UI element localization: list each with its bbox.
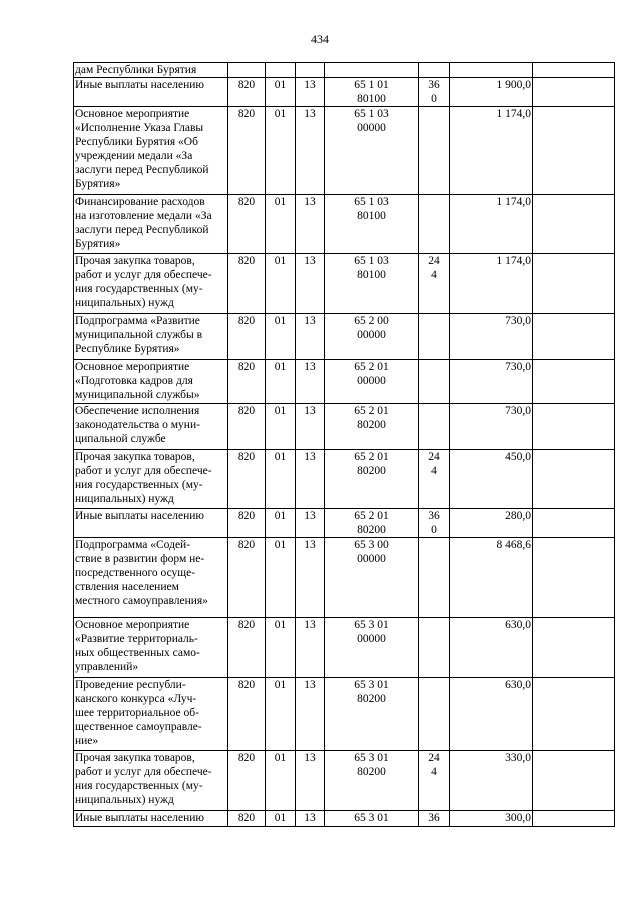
ministry-code-cell (228, 811, 266, 827)
amount-text: 8 468,6 (496, 539, 531, 551)
section-code-text: 01 (274, 752, 287, 764)
section-code-text: 01 (274, 108, 287, 120)
amount-cell (450, 450, 533, 509)
amount-text: 450,0 (505, 451, 531, 463)
ministry-code-text: 820 (237, 108, 256, 120)
subsection-code-text: 13 (304, 752, 316, 764)
amount-cell (450, 195, 533, 254)
target-article-code-text: 00000 (357, 122, 386, 134)
table-row (74, 195, 615, 254)
expense-type-code-text: 4 (431, 766, 437, 778)
table-row (74, 254, 615, 314)
subsection-code-cell (296, 811, 325, 827)
expense-type-code-text: 0 (431, 524, 437, 536)
section-code-text: 01 (274, 812, 287, 824)
section-code-text: 01 (274, 315, 287, 327)
line-item-name-cell (74, 360, 228, 404)
section-code-text: 01 (274, 539, 287, 551)
section-code-cell (266, 509, 296, 538)
line-item-name-text: заслуги перед Республикой (75, 224, 209, 236)
amount-cell (450, 360, 533, 404)
table-row (74, 404, 615, 450)
amount-cell (450, 404, 533, 450)
amount-cell (450, 751, 533, 811)
empty-column-cell (533, 450, 615, 509)
amount-cell (450, 78, 533, 107)
page-number: 434 (311, 32, 329, 46)
line-item-name-text: канского конкурса «Луч- (75, 693, 197, 705)
amount-text: 730,0 (505, 405, 531, 417)
target-article-code-text: 00000 (357, 633, 386, 645)
ministry-code-cell (228, 195, 266, 254)
expense-type-code-cell (419, 751, 450, 811)
section-code-cell (266, 360, 296, 404)
section-code-text: 01 (274, 451, 287, 463)
amount-text: 1 900,0 (496, 79, 531, 91)
empty-column-cell (533, 811, 615, 827)
expense-type-code-cell (419, 509, 450, 538)
target-article-code-cell (325, 254, 419, 314)
section-code-cell (266, 751, 296, 811)
target-article-code-text: 65 3 01 (354, 812, 389, 824)
section-code-cell (266, 404, 296, 450)
subsection-code-cell (296, 78, 325, 107)
target-article-code-cell (325, 107, 419, 195)
section-code-cell (266, 78, 296, 107)
subsection-code-text: 13 (304, 619, 316, 631)
amount-text: 630,0 (505, 619, 531, 631)
table-row (74, 751, 615, 811)
table-row (74, 450, 615, 509)
amount-text: 730,0 (505, 361, 531, 373)
line-item-name-text: работ и услуг для обеспече- (75, 465, 212, 477)
ministry-code-text: 820 (237, 255, 256, 267)
line-item-name-text: «Развитие территориаль- (75, 633, 198, 645)
line-item-name-text: ниципальных) нужд (75, 794, 174, 806)
budget-table (73, 62, 615, 827)
line-item-name-cell (74, 618, 228, 678)
target-article-code-text: 65 1 03 (354, 196, 389, 208)
table-row (74, 63, 615, 78)
amount-text: 1 174,0 (496, 196, 531, 208)
line-item-name-text: работ и услуг для обеспече- (75, 269, 212, 281)
target-article-code-text: 65 2 01 (354, 405, 389, 417)
target-article-code-text: 65 2 01 (354, 361, 389, 373)
ministry-code-cell (228, 107, 266, 195)
subsection-code-cell (296, 107, 325, 195)
subsection-code-text: 13 (304, 108, 316, 120)
target-article-code-cell (325, 618, 419, 678)
line-item-name-text: ние» (75, 735, 99, 747)
expense-type-code-cell (419, 811, 450, 827)
ministry-code-cell (228, 450, 266, 509)
section-code-text: 01 (274, 510, 287, 522)
amount-cell (450, 811, 533, 827)
expense-type-code-cell (419, 678, 450, 751)
line-item-name-cell (74, 314, 228, 360)
line-item-name-cell (74, 751, 228, 811)
line-item-name-text: Подпрограмма «Развитие (75, 315, 200, 327)
target-article-code-text: 65 1 03 (354, 255, 389, 267)
table-row (74, 678, 615, 751)
line-item-name-text: дам Республики Бурятия (75, 64, 197, 76)
empty-column-cell (533, 751, 615, 811)
subsection-code-cell (296, 618, 325, 678)
line-item-name-text: ципальной службе (75, 433, 166, 445)
expense-type-code-text: 36 (428, 510, 440, 522)
subsection-code-cell (296, 404, 325, 450)
section-code-cell (266, 107, 296, 195)
empty-column-cell (533, 538, 615, 618)
section-code-text: 01 (274, 679, 287, 691)
line-item-name-text: шее территориальное об- (75, 707, 199, 719)
target-article-code-cell (325, 360, 419, 404)
ministry-code-cell (228, 538, 266, 618)
subsection-code-cell (296, 63, 325, 78)
target-article-code-cell (325, 404, 419, 450)
line-item-name-cell (74, 254, 228, 314)
subsection-code-cell (296, 678, 325, 751)
line-item-name-text: муниципальной службы в (75, 329, 203, 341)
ministry-code-cell (228, 678, 266, 751)
empty-column-cell (533, 63, 615, 78)
target-article-code-text: 65 2 00 (354, 315, 389, 327)
target-article-code-text: 00000 (357, 375, 386, 387)
amount-text: 1 174,0 (496, 255, 531, 267)
ministry-code-text: 820 (237, 79, 256, 91)
section-code-cell (266, 618, 296, 678)
amount-text: 330,0 (505, 752, 531, 764)
section-code-text: 01 (274, 361, 287, 373)
line-item-name-text: ных общественных само- (75, 647, 200, 659)
section-code-text: 01 (274, 79, 287, 91)
target-article-code-text: 80200 (357, 766, 386, 778)
line-item-name-text: работ и услуг для обеспече- (75, 766, 212, 778)
line-item-name-cell (74, 404, 228, 450)
target-article-code-text: 80200 (357, 524, 386, 536)
ministry-code-text: 820 (237, 752, 256, 764)
target-article-code-cell (325, 63, 419, 78)
expense-type-code-cell (419, 360, 450, 404)
target-article-code-cell (325, 509, 419, 538)
line-item-name-text: Основное мероприятие (75, 619, 190, 631)
expense-type-code-text: 0 (431, 93, 437, 105)
target-article-code-text: 65 3 01 (354, 752, 389, 764)
line-item-name-text: ниципальных) нужд (75, 493, 174, 505)
subsection-code-text: 13 (304, 315, 316, 327)
line-item-name-text: местного самоуправления» (75, 595, 208, 607)
line-item-name-text: управлений» (75, 661, 139, 673)
expense-type-code-text: 24 (428, 752, 440, 764)
ministry-code-text: 820 (237, 405, 256, 417)
expense-type-code-cell (419, 450, 450, 509)
amount-text: 1 174,0 (496, 108, 531, 120)
line-item-name-text: Прочая закупка товаров, (75, 451, 195, 463)
target-article-code-text: 00000 (357, 329, 386, 341)
empty-column-cell (533, 314, 615, 360)
expense-type-code-text: 24 (428, 451, 440, 463)
ministry-code-cell (228, 78, 266, 107)
subsection-code-cell (296, 360, 325, 404)
section-code-cell (266, 254, 296, 314)
amount-text: 300,0 (505, 812, 531, 824)
amount-cell (450, 314, 533, 360)
line-item-name-text: Прочая закупка товаров, (75, 752, 195, 764)
line-item-name-text: «Подготовка кадров для (75, 375, 193, 387)
expense-type-code-text: 4 (431, 269, 437, 281)
section-code-text: 01 (274, 619, 287, 631)
ministry-code-text: 820 (237, 619, 256, 631)
ministry-code-text: 820 (237, 361, 256, 373)
empty-column-cell (533, 78, 615, 107)
line-item-name-text: Подпрограмма «Содей- (75, 539, 191, 551)
ministry-code-cell (228, 360, 266, 404)
expense-type-code-cell (419, 195, 450, 254)
expense-type-code-cell (419, 538, 450, 618)
line-item-name-text: «Исполнение Указа Главы (75, 122, 204, 134)
line-item-name-cell (74, 63, 228, 78)
empty-column-cell (533, 509, 615, 538)
expense-type-code-cell (419, 404, 450, 450)
expense-type-code-text: 36 (428, 79, 440, 91)
expense-type-code-cell (419, 254, 450, 314)
section-code-cell (266, 811, 296, 827)
table-row (74, 107, 615, 195)
expense-type-code-cell (419, 78, 450, 107)
line-item-name-text: щественное самоуправле- (75, 721, 202, 733)
line-item-name-text: ния государственных (му- (75, 479, 203, 491)
line-item-name-cell (74, 538, 228, 618)
amount-cell (450, 538, 533, 618)
line-item-name-text: Иные выплаты населению (75, 812, 204, 824)
subsection-code-text: 13 (304, 539, 316, 551)
table-row (74, 78, 615, 107)
line-item-name-text: Финансирование расходов (75, 196, 205, 208)
amount-cell (450, 678, 533, 751)
expense-type-code-cell (419, 63, 450, 78)
section-code-cell (266, 538, 296, 618)
section-code-cell (266, 195, 296, 254)
line-item-name-cell (74, 509, 228, 538)
ministry-code-text: 820 (237, 539, 256, 551)
subsection-code-cell (296, 195, 325, 254)
subsection-code-cell (296, 538, 325, 618)
target-article-code-text: 65 2 01 (354, 510, 389, 522)
line-item-name-text: ствие в развитии форм не- (75, 553, 205, 565)
subsection-code-cell (296, 254, 325, 314)
section-code-text: 01 (274, 405, 287, 417)
line-item-name-text: Республики Бурятия «Об (75, 136, 198, 148)
empty-column-cell (533, 254, 615, 314)
line-item-name-cell (74, 678, 228, 751)
subsection-code-text: 13 (304, 679, 316, 691)
line-item-name-text: заслуги перед Республикой (75, 164, 209, 176)
expense-type-code-cell (419, 618, 450, 678)
empty-column-cell (533, 618, 615, 678)
subsection-code-cell (296, 751, 325, 811)
line-item-name-cell (74, 107, 228, 195)
ministry-code-cell (228, 63, 266, 78)
amount-cell (450, 509, 533, 538)
line-item-name-cell (74, 195, 228, 254)
line-item-name-text: ниципальных) нужд (75, 297, 174, 309)
ministry-code-text: 820 (237, 315, 256, 327)
subsection-code-text: 13 (304, 361, 316, 373)
ministry-code-text: 820 (237, 812, 256, 824)
table-row (74, 618, 615, 678)
subsection-code-cell (296, 509, 325, 538)
subsection-code-text: 13 (304, 79, 316, 91)
table-row (74, 538, 615, 618)
expense-type-code-cell (419, 107, 450, 195)
target-article-code-cell (325, 195, 419, 254)
expense-type-code-text: 24 (428, 255, 440, 267)
target-article-code-text: 80200 (357, 693, 386, 705)
table-row (74, 314, 615, 360)
ministry-code-cell (228, 751, 266, 811)
line-item-name-text: Бурятия» (75, 238, 121, 250)
section-code-cell (266, 63, 296, 78)
subsection-code-text: 13 (304, 255, 316, 267)
line-item-name-text: посредственного осуще- (75, 567, 196, 579)
target-article-code-text: 80200 (357, 419, 386, 431)
empty-column-cell (533, 360, 615, 404)
line-item-name-text: Иные выплаты населению (75, 510, 204, 522)
target-article-code-cell (325, 751, 419, 811)
empty-column-cell (533, 404, 615, 450)
table-row (74, 811, 615, 827)
subsection-code-text: 13 (304, 451, 316, 463)
ministry-code-cell (228, 509, 266, 538)
line-item-name-text: ния государственных (му- (75, 780, 203, 792)
amount-text: 730,0 (505, 315, 531, 327)
line-item-name-text: ния государственных (му- (75, 283, 203, 295)
ministry-code-cell (228, 314, 266, 360)
empty-column-cell (533, 107, 615, 195)
section-code-text: 01 (274, 255, 287, 267)
target-article-code-text: 80100 (357, 210, 386, 222)
target-article-code-text: 65 3 01 (354, 679, 389, 691)
section-code-cell (266, 314, 296, 360)
subsection-code-text: 13 (304, 405, 316, 417)
subsection-code-text: 13 (304, 812, 316, 824)
line-item-name-text: Иные выплаты населению (75, 79, 204, 91)
empty-column-cell (533, 678, 615, 751)
target-article-code-text: 65 3 01 (354, 619, 389, 631)
target-article-code-cell (325, 811, 419, 827)
ministry-code-cell (228, 404, 266, 450)
section-code-cell (266, 678, 296, 751)
subsection-code-cell (296, 314, 325, 360)
ministry-code-text: 820 (237, 196, 256, 208)
line-item-name-text: Обеспечение исполнения (75, 405, 200, 417)
section-code-cell (266, 450, 296, 509)
line-item-name-text: законодательства о муни- (75, 419, 200, 431)
expense-type-code-cell (419, 314, 450, 360)
line-item-name-text: Основное мероприятие (75, 361, 190, 373)
target-article-code-text: 00000 (357, 553, 386, 565)
line-item-name-text: Бурятия» (75, 178, 121, 190)
amount-cell (450, 107, 533, 195)
subsection-code-text: 13 (304, 196, 316, 208)
target-article-code-cell (325, 678, 419, 751)
expense-type-code-text: 4 (431, 465, 437, 477)
line-item-name-text: на изготовление медали «За (75, 210, 212, 222)
ministry-code-cell (228, 618, 266, 678)
line-item-name-text: Республике Бурятия» (75, 343, 180, 355)
subsection-code-cell (296, 450, 325, 509)
line-item-name-text: Прочая закупка товаров, (75, 255, 195, 267)
target-article-code-cell (325, 538, 419, 618)
line-item-name-text: учреждении медали «За (75, 150, 193, 162)
line-item-name-text: муниципальной службы» (75, 389, 200, 401)
line-item-name-cell (74, 811, 228, 827)
amount-cell (450, 618, 533, 678)
line-item-name-cell (74, 78, 228, 107)
target-article-code-text: 80100 (357, 93, 386, 105)
amount-text: 630,0 (505, 679, 531, 691)
table-row (74, 509, 615, 538)
target-article-code-cell (325, 78, 419, 107)
expense-type-code-text: 36 (428, 812, 440, 824)
subsection-code-text: 13 (304, 510, 316, 522)
amount-cell (450, 254, 533, 314)
target-article-code-text: 80100 (357, 269, 386, 281)
target-article-code-cell (325, 314, 419, 360)
target-article-code-text: 80200 (357, 465, 386, 477)
line-item-name-text: Проведение республи- (75, 679, 186, 691)
target-article-code-text: 65 1 01 (354, 79, 389, 91)
empty-column-cell (533, 195, 615, 254)
target-article-code-text: 65 1 03 (354, 108, 389, 120)
ministry-code-text: 820 (237, 510, 256, 522)
target-article-code-text: 65 2 01 (354, 451, 389, 463)
line-item-name-text: ствления населением (75, 581, 179, 593)
amount-cell (450, 63, 533, 78)
target-article-code-cell (325, 450, 419, 509)
ministry-code-text: 820 (237, 679, 256, 691)
line-item-name-cell (74, 450, 228, 509)
amount-text: 280,0 (505, 510, 531, 522)
section-code-text: 01 (274, 196, 287, 208)
target-article-code-text: 65 3 00 (354, 539, 389, 551)
ministry-code-text: 820 (237, 451, 256, 463)
ministry-code-cell (228, 254, 266, 314)
line-item-name-text: Основное мероприятие (75, 108, 190, 120)
table-row (74, 360, 615, 404)
